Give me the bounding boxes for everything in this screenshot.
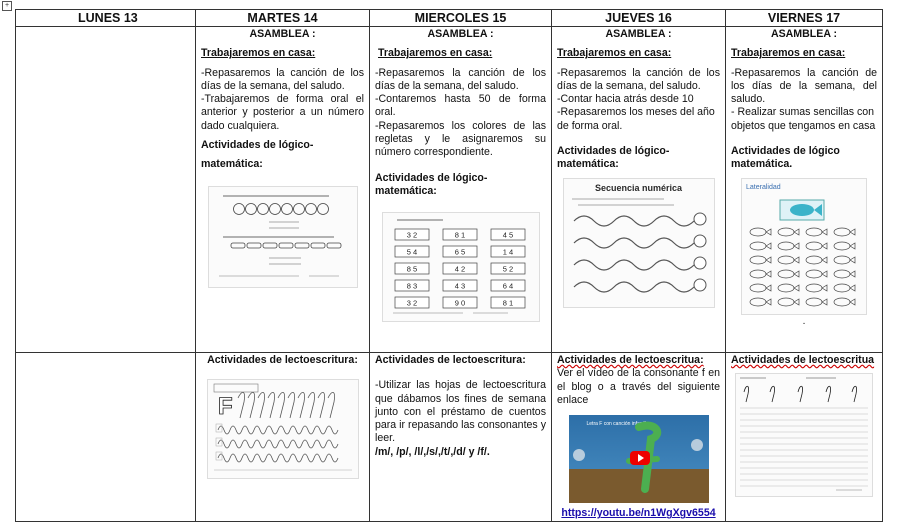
worksheet-title: Lateralidad (746, 183, 781, 191)
fish-outline (806, 256, 822, 264)
day-header-viernes: VIERNES 17 (726, 10, 883, 27)
day-header-miercoles: MIERCOLES 15 (370, 10, 552, 27)
row-morning (16, 27, 883, 353)
task-text: -Contaremos hasta 50 de forma oral. (375, 93, 546, 119)
worksheet-handwriting-image (735, 373, 873, 497)
grid-cell-digits: 5 2 (502, 264, 513, 274)
asamblea-label: ASAMBLEA : (249, 28, 316, 40)
header-row (16, 10, 883, 27)
task-text: -Trabajaremos de forma oral el anterior y posterior a un número dado cualquiera. (201, 93, 364, 132)
worksheet-circles-drawing (209, 187, 357, 287)
grid-cell-digits: 6 5 (454, 247, 465, 257)
video-caption: Letra F con canción infantil (586, 421, 647, 428)
task-text: -Repasaremos la canción de los días de la semana, del saludo. (557, 66, 720, 92)
fish-tail (822, 299, 827, 305)
task-text: -Repasaremos la canción de los días de la semana, del saludo. (731, 66, 877, 106)
fish-outline (750, 298, 766, 306)
row-lectoescritura (16, 353, 883, 522)
grid-cell-digits: 6 4 (502, 281, 513, 291)
fish-outline (806, 284, 822, 292)
worksheet-letter-f-image (207, 379, 359, 479)
cell-martes-1 (196, 27, 370, 353)
grid-cell-digits: 1 4 (502, 247, 513, 257)
fish-tail (766, 229, 771, 235)
fish-tail (850, 271, 855, 277)
fish-tail (794, 271, 799, 277)
task-text: - Realizar sumas sencillas con objetos que tengamos en casa (731, 106, 876, 132)
logic-heading: Actividades de lógico- (201, 139, 314, 152)
fish-tail (822, 285, 827, 291)
worksheet-circles-image (208, 186, 358, 288)
fish-outline (806, 228, 822, 236)
logic-heading: Actividades de lógico matemática. (731, 145, 840, 171)
day-header-martes: MARTES 14 (196, 10, 370, 27)
fish-tail (766, 271, 771, 277)
worksheet-caterpillars-drawing (564, 195, 714, 305)
fish-outline (750, 228, 766, 236)
video-link-wrapper (557, 507, 720, 520)
fish-outline (806, 242, 822, 250)
worksheet-number-grid-image (382, 212, 540, 322)
fish-outline (806, 270, 822, 278)
grid-cell-digits: 8 1 (454, 230, 465, 240)
cell-jueves-2 (552, 353, 726, 522)
lecto-heading: Actividades de lectoescritura: (375, 354, 526, 366)
fish-outline (834, 270, 850, 278)
home-heading: Trabajaremos en casa: (378, 47, 493, 60)
logic-heading-cont: matemática: (201, 158, 263, 171)
home-heading: Trabajaremos en casa: (201, 47, 316, 60)
fish-tail (850, 257, 855, 263)
fish-tail (766, 285, 771, 291)
cell-miercoles-1 (370, 27, 552, 353)
asamblea-label: ASAMBLEA : (770, 28, 838, 40)
fish-outline (750, 270, 766, 278)
fish-tail (766, 257, 771, 263)
cell-viernes-1 (726, 27, 883, 353)
task-text: -Contar hacia atrás desde 10 (557, 93, 694, 106)
fish-outline (750, 256, 766, 264)
fish-outline (778, 228, 794, 236)
task-text: -Repasaremos la canción de los días de la semana, del saludo. (375, 66, 546, 92)
cell-viernes-2 (726, 353, 883, 522)
fish-tail (850, 285, 855, 291)
fish-tail (850, 229, 855, 235)
fish-outline (834, 256, 850, 264)
grid-cell-digits: 3 2 (406, 298, 417, 308)
play-button-icon[interactable] (630, 451, 650, 465)
grid-cell-digits: 8 3 (406, 281, 417, 291)
lecto-heading: Actividades de lectoescritua: (557, 354, 704, 366)
grid-cell-digits: 8 5 (406, 264, 417, 274)
table-move-handle-icon[interactable]: + (2, 1, 12, 11)
fish-outline (778, 256, 794, 264)
task-text: -Repasaremos la canción de los días de la semana, del saludo. (201, 66, 364, 92)
fish-tail (794, 299, 799, 305)
home-heading: Trabajaremos en casa: (731, 47, 846, 60)
asamblea-label: ASAMBLEA : (605, 28, 672, 40)
fish-outline (778, 298, 794, 306)
worksheet-sequence-image (563, 178, 715, 308)
grid-cell-digits: 4 5 (502, 230, 513, 240)
weekly-plan-table (15, 9, 883, 522)
worksheet-fish-image (741, 178, 867, 315)
task-text: -Repasaremos los colores de las regletas y le asignaremos su número correspondiente. (375, 119, 546, 159)
svg-text:F: F (217, 393, 233, 421)
worksheet-fish-drawing (742, 196, 866, 315)
fish-outline (778, 284, 794, 292)
cell-martes-2 (196, 353, 370, 522)
fish-tail (794, 229, 799, 235)
cell-jueves-1 (552, 27, 726, 353)
day-header-lunes: LUNES 13 (16, 10, 196, 27)
fish-tail (794, 285, 799, 291)
worksheet-title: Secuencia numérica (594, 182, 683, 193)
logic-heading: Actividades de lógico-matemática: (375, 171, 488, 197)
cell-miercoles-2 (370, 353, 552, 522)
worksheet-letter-f-drawing (208, 380, 358, 478)
video-thumbnail[interactable] (569, 415, 709, 503)
fish-outline (834, 298, 850, 306)
worksheet-number-grid-drawing (383, 213, 539, 321)
grid-cell-digits: 5 4 (406, 247, 417, 257)
cell-lunes-1 (16, 27, 196, 353)
fish-tail (822, 243, 827, 249)
consonants-list: /m/, /p/, /l/,/s/,/t/,/d/ y /f/. (375, 445, 490, 458)
worksheet-handwriting-drawing (736, 374, 872, 496)
logic-heading: Actividades de lógico-matemática: (557, 145, 670, 171)
lecto-heading: Actividades de lectoescritua (731, 354, 875, 366)
dot-mark: . (802, 315, 806, 327)
grid-cell-digits: 3 2 (406, 230, 417, 240)
fish-tail (850, 299, 855, 305)
day-header-jueves: JUEVES 16 (552, 10, 726, 27)
fish-tail (794, 243, 799, 249)
fish-tail (794, 257, 799, 263)
fish-tail (822, 229, 827, 235)
grid-cell-digits: 8 1 (502, 298, 513, 308)
video-link[interactable]: https://youtu.be/n1WgXgv6554 (561, 507, 716, 520)
lecto-text: Ver el vídeo de la consonante f en el blog o a través del siguiente enlace (557, 367, 720, 406)
fish-outline (834, 242, 850, 250)
fish-outline (750, 242, 766, 250)
fish-outline (806, 298, 822, 306)
lecto-text: -Utilizar las hojas de lectoescritura que dábamos los fines de semana junto con el préstamo de cuentos para ir repasando las consonantes y leer. (375, 379, 546, 445)
fish-outline (778, 270, 794, 278)
fish-tail (766, 243, 771, 249)
grid-cell-digits: 9 0 (454, 298, 465, 308)
home-heading: Trabajaremos en casa: (557, 47, 672, 60)
fish-outline (834, 228, 850, 236)
fish-tail (822, 257, 827, 263)
fish-tail (822, 271, 827, 277)
grid-cell-digits: 4 3 (454, 281, 465, 291)
lecto-heading: Actividades de lectoescritura: (207, 354, 358, 366)
asamblea-label: ASAMBLEA : (427, 28, 494, 40)
fish-outline (750, 284, 766, 292)
task-text: -Repasaremos los meses del año de forma oral. (557, 106, 715, 132)
grid-cell-digits: 4 2 (454, 264, 465, 274)
cell-lunes-2 (16, 353, 196, 522)
fish-outline (834, 284, 850, 292)
fish-tail (850, 243, 855, 249)
fish-tail (766, 299, 771, 305)
fish-outline (778, 242, 794, 250)
